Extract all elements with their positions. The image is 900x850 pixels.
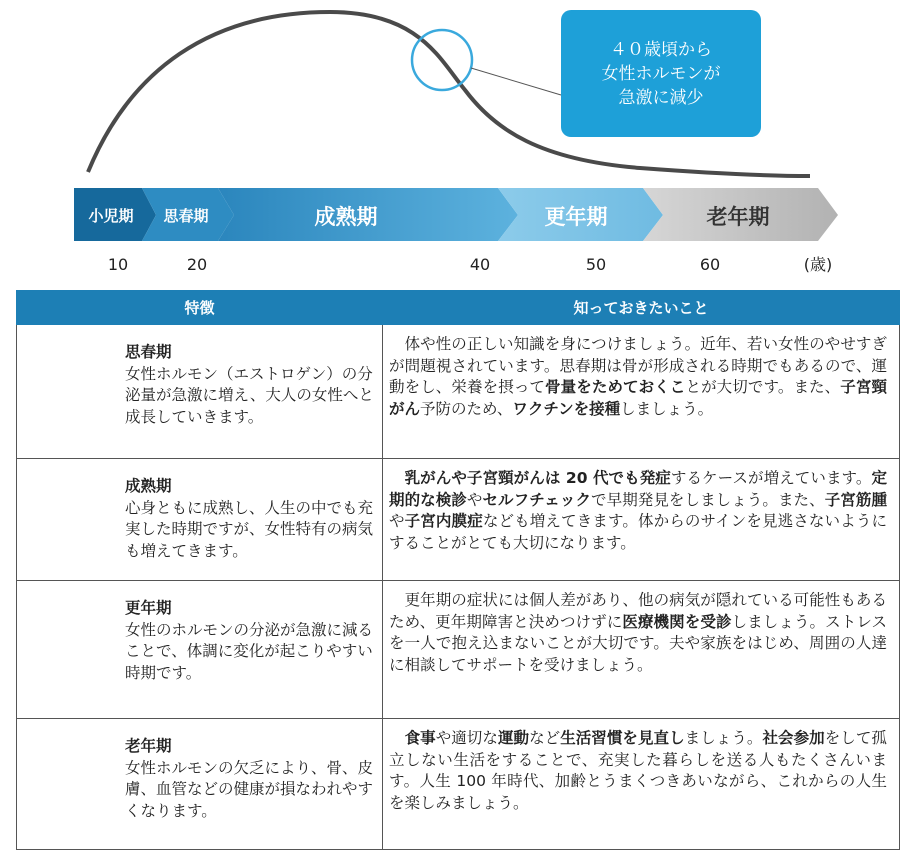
stage-cell (17, 581, 383, 719)
stage-description: 女性のホルモンの分泌が急激に減ることで、体調に変化が起こりやすい時期です。 (125, 620, 374, 682)
advice-text: や適切な (435, 729, 498, 747)
advice-text: で早期発見をしましょう。また、 (591, 490, 825, 509)
advice-cell (383, 459, 900, 581)
age-tick-50: 50 (585, 255, 607, 274)
callout-line-3: 急激に減少 (618, 87, 704, 108)
advice-cell (383, 719, 900, 850)
header-things-to-know: 知っておきたいこと (383, 291, 900, 325)
advice-text: 予防のため、 (420, 399, 513, 418)
advice-emphasis: 社会参加 (762, 729, 825, 747)
advice-emphasis: 子宮頸がん (389, 378, 887, 418)
table-header-row (17, 291, 900, 325)
age-unit: (歳) (803, 255, 833, 274)
table-row (17, 719, 900, 850)
stage-label-puberty: 思春期 (163, 207, 209, 225)
advice-text (389, 729, 405, 747)
stage-name: 老年期 (125, 737, 172, 755)
stage-cell (17, 719, 383, 850)
stage-description: 女性ホルモン（エストロゲン）の分泌量が急激に増え、大人の女性へと成長していきます。 (125, 364, 374, 426)
advice-emphasis: 医療機関を受診 (622, 612, 732, 631)
advice-cell (383, 581, 900, 719)
advice-emphasis: 定期的な検診 (389, 469, 887, 509)
hormone-decline-callout (561, 10, 761, 137)
advice-text: 体や性の正しい知識を身につけましょう。近年、若い女性のやせすぎが問題視されています。思春期は骨が形成される時期でもあるので、運動をし、栄養を摂って (389, 335, 887, 396)
callout-connector (471, 68, 561, 95)
stage-description: 女性ホルモンの欠乏により、骨、皮膚、血管などの健康が損なわれやすくなります。 (125, 758, 374, 820)
advice-text: や (389, 512, 405, 530)
stage-name: 成熟期 (125, 477, 172, 495)
advice-text: しましょう。ストレスを一人で抱え込まないことが大切です。夫や家族をはじめ、周囲の人達に相談してサポートを受けましょう。 (389, 612, 887, 674)
advice-emphasis: 乳がんや子宮頸がんは 20 代でも発症 (404, 469, 671, 487)
advice-emphasis: 運動 (497, 729, 530, 747)
stage-name: 更年期 (125, 599, 172, 617)
header-features: 特徴 (17, 291, 383, 325)
advice-text: するケースが増えています。 (670, 469, 872, 487)
advice-emphasis: 子宮筋腫 (824, 490, 887, 509)
age-tick-10: 10 (107, 255, 129, 274)
stage-label-elderly: 老年期 (706, 205, 770, 229)
advice-text: とが大切です。また、 (685, 378, 841, 396)
age-tick-40: 40 (469, 255, 491, 274)
advice-emphasis: 子宮内膜症 (404, 512, 483, 530)
advice-emphasis: セルフチェック (482, 490, 592, 509)
stage-label-child: 小児期 (88, 207, 134, 225)
age-tick-60: 60 (699, 255, 721, 274)
advice-cell (383, 325, 900, 459)
advice-text: や (466, 490, 483, 509)
advice-text: ましょう。 (684, 729, 763, 747)
stage-description: 心身ともに成熟し、人生の中でも充実した時期ですが、女性特有の病気も増えてきます。 (125, 498, 374, 560)
stage-name: 思春期 (125, 343, 172, 361)
advice-emphasis: 骨量をためておくこ (545, 378, 686, 396)
table-row (17, 325, 900, 459)
advice-emphasis: 食事 (404, 729, 436, 747)
advice-emphasis: ワクチンを接種 (512, 399, 621, 418)
life-stage-table (16, 290, 900, 850)
advice-text: 更年期の症状には個人差があり、他の病気が隠れている可能性もあるため、更年期障害と決めつけずに (389, 591, 887, 631)
stage-label-mature: 成熟期 (314, 205, 378, 229)
advice-text: をして孤立しない生活をすることで、充実した暮らしを送る人もたくさんいます。人生 100 年時代、加齢とうまくつきあいながら、これからの人生を楽しみましょう。 (389, 729, 887, 812)
advice-text: なども増えてきます。体からのサインを見逃さないようにすることがとても大切になります。 (389, 512, 887, 552)
table-row (17, 581, 900, 719)
stage-cell (17, 325, 383, 459)
table-row (17, 459, 900, 581)
stage-label-menopause: 更年期 (544, 205, 608, 229)
advice-text: しましょう。 (620, 399, 714, 418)
hormone-life-stage-diagram (0, 0, 900, 290)
advice-text: など (529, 729, 561, 747)
callout-line-1: ４０歳頃から (610, 39, 712, 60)
advice-text (389, 469, 405, 487)
callout-line-2: 女性ホルモンが (601, 63, 721, 84)
age-tick-20: 20 (186, 255, 208, 274)
advice-emphasis: 生活習慣を見直し (560, 729, 685, 747)
stage-cell (17, 459, 383, 581)
